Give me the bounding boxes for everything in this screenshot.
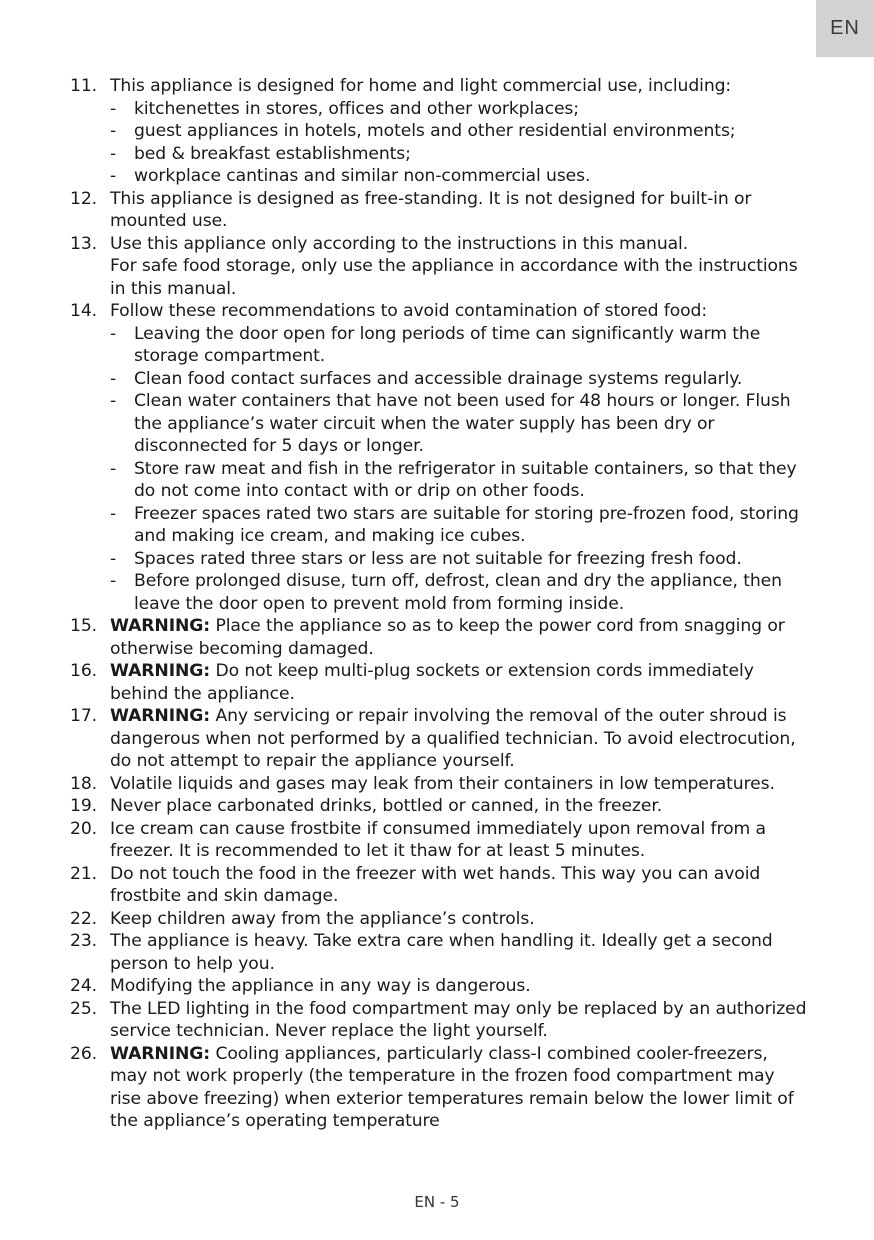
warning-text: Place the appliance so as to keep the power cord from snagging or otherwise becoming damaged.	[110, 616, 785, 659]
item-extra-text: For safe food storage, only use the appliance in accordance with the instructions in this manual.	[110, 256, 798, 299]
dash-bullet: -	[110, 323, 117, 344]
list-item	[70, 75, 810, 188]
item-number: 16.	[70, 661, 98, 681]
item-text: Keep children away from the appliance’s controls.	[110, 908, 535, 929]
sub-item	[110, 120, 810, 143]
item-number: 23.	[70, 931, 98, 951]
item-text: Ice cream can cause frostbite if consumed immediately upon removal from a freezer. It is recommended to let it thaw for at least 5 minutes.	[110, 818, 766, 861]
dash-bullet: -	[110, 98, 117, 119]
warning-label: WARNING:	[110, 616, 211, 636]
dash-bullet: -	[110, 143, 117, 164]
item-number: 17.	[70, 706, 98, 726]
warning-text: Any servicing or repair involving the removal of the outer shroud is dangerous when not performed by a qualified technician. To avoid electrocution, do not attempt to repair the appliance yourself.	[110, 706, 796, 771]
item-text: Volatile liquids and gases may leak from their containers in low temperatures.	[110, 773, 775, 794]
item-number: 11.	[70, 76, 98, 96]
item-text	[110, 705, 810, 773]
sub-item-text: bed & breakfast establishments;	[134, 143, 411, 164]
item-text: The appliance is heavy. Take extra care when handling it. Ideally get a second person to help you.	[110, 931, 773, 974]
dash-bullet: -	[110, 166, 117, 186]
sub-item	[110, 165, 810, 188]
list-item	[70, 998, 810, 1043]
warning-label: WARNING:	[110, 661, 211, 681]
item-number: 15.	[70, 616, 98, 636]
item-text	[110, 1043, 810, 1133]
dash-bullet: -	[110, 503, 117, 524]
warning-text: Do not keep multi-plug sockets or extension cords immediately behind the appliance.	[110, 661, 754, 704]
dash-bullet: -	[110, 368, 117, 389]
list-item	[70, 818, 810, 863]
list-item	[70, 795, 810, 818]
sub-item-text: Leaving the door open for long periods of time can significantly warm the storage compartment.	[134, 323, 761, 366]
sub-item	[110, 390, 810, 458]
dash-bullet: -	[110, 571, 117, 591]
item-number: 21.	[70, 863, 98, 884]
list-item	[70, 1043, 810, 1133]
sub-item	[110, 143, 810, 166]
sub-item-text: workplace cantinas and similar non-commercial uses.	[134, 166, 591, 186]
list-item	[70, 615, 810, 660]
item-number: 20.	[70, 818, 98, 839]
item-text: Follow these recommendations to avoid contamination of stored food:	[110, 301, 708, 321]
list-item	[70, 705, 810, 773]
item-number: 19.	[70, 796, 98, 816]
sub-item-text: Freezer spaces rated two stars are suitable for storing pre-frozen food, storing and making ice cream, and making ice cubes.	[134, 503, 799, 546]
item-text	[110, 615, 810, 660]
warning-label: WARNING:	[110, 1043, 211, 1064]
item-number: 24.	[70, 976, 98, 996]
item-text: Modifying the appliance in any way is dangerous.	[110, 976, 531, 996]
warning-text: Cooling appliances, particularly class-I combined cooler-freezers, may not work properly (the temperature in the frozen food compartment may rise above freezing) when exterior temperatures remain below the lower limit of the appliance’s operating temperature	[110, 1043, 794, 1131]
dash-bullet: -	[110, 391, 117, 411]
warning-label: WARNING:	[110, 706, 211, 726]
sub-item	[110, 503, 810, 548]
list-item	[70, 773, 810, 796]
list-item	[70, 908, 810, 931]
sub-item-text: guest appliances in hotels, motels and other residential environments;	[134, 121, 736, 141]
list-item	[70, 930, 810, 975]
item-number: 25.	[70, 998, 98, 1019]
sub-item-text: Clean water containers that have not been used for 48 hours or longer. Flush the appliance’s water circuit when the water supply has been dry or disconnected for 5 days or longer.	[134, 391, 791, 456]
sub-item-text: Clean food contact surfaces and accessible drainage systems regularly.	[134, 368, 743, 389]
list-item	[70, 233, 810, 301]
sub-item	[110, 323, 810, 368]
sub-item	[110, 548, 810, 571]
sub-item	[110, 368, 810, 391]
sub-item-text: Spaces rated three stars or less are not suitable for freezing fresh food.	[134, 548, 742, 569]
item-number: 22.	[70, 908, 98, 929]
dash-bullet: -	[110, 548, 117, 569]
item-number: 26.	[70, 1043, 98, 1064]
sub-item-text: Before prolonged disuse, turn off, defrost, clean and dry the appliance, then leave the door open to prevent mold from forming inside.	[134, 571, 782, 614]
instruction-list	[70, 75, 810, 1133]
item-text: Use this appliance only according to the instructions in this manual.	[110, 233, 689, 254]
dash-bullet: -	[110, 121, 117, 141]
list-item	[70, 300, 810, 615]
item-number: 14.	[70, 301, 98, 321]
language-tab: EN	[816, 0, 874, 57]
sub-item	[110, 458, 810, 503]
item-text: This appliance is designed for home and light commercial use, including:	[110, 76, 732, 96]
item-text: This appliance is designed as free-standing. It is not designed for built-in or mounted use.	[110, 188, 752, 231]
page-number: EN - 5	[414, 1193, 460, 1211]
dash-bullet: -	[110, 458, 117, 479]
sub-item	[110, 570, 810, 615]
sub-item	[110, 98, 810, 121]
list-item	[70, 188, 810, 233]
item-text: Do not touch the food in the freezer with wet hands. This way you can avoid frostbite and skin damage.	[110, 863, 761, 906]
item-text: The LED lighting in the food compartment may only be replaced by an authorized service technician. Never replace the light yourself.	[110, 998, 807, 1041]
list-item	[70, 660, 810, 705]
item-number: 13.	[70, 233, 98, 254]
item-number: 18.	[70, 773, 98, 794]
item-text	[110, 660, 810, 705]
sub-item-text: Store raw meat and fish in the refrigerator in suitable containers, so that they do not come into contact with or drip on other foods.	[134, 458, 797, 501]
list-item	[70, 975, 810, 998]
sub-item-text: kitchenettes in stores, offices and other workplaces;	[134, 98, 579, 119]
item-number: 12.	[70, 188, 98, 209]
list-item	[70, 863, 810, 908]
item-text: Never place carbonated drinks, bottled or canned, in the freezer.	[110, 796, 663, 816]
